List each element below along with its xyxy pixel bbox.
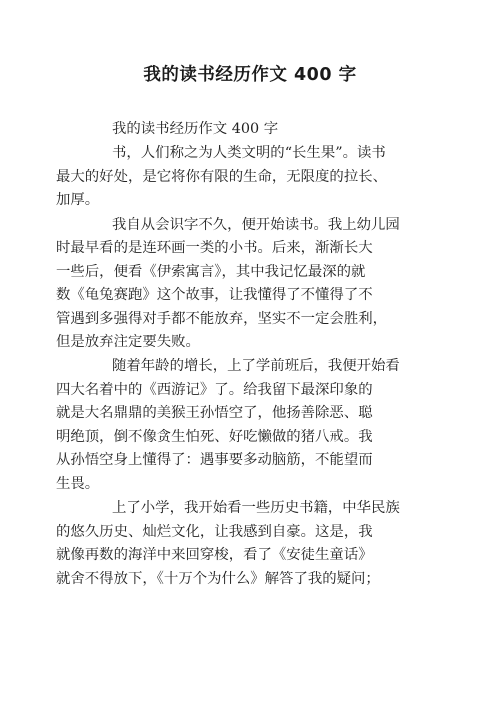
text-line: 的悠久历史、灿烂文化，让我感到自豪。这是，我 — [56, 523, 373, 540]
paragraph-subtitle — [84, 118, 422, 142]
paragraph-preschool — [56, 355, 422, 496]
text-line: 就像再数的海洋中来回穿梭，看了《安徒生童话》 — [56, 547, 373, 564]
paragraph-primary-school — [56, 497, 422, 591]
document-title: 我的读书经历作文 400 字 — [143, 65, 357, 85]
text-line: 随着年龄的增长，上了学前班后，我便开始看 — [112, 358, 400, 375]
paragraph-intro — [56, 142, 422, 213]
text-line: 从孙悟空身上懂得了：遇事要多动脑筋，不能望而 — [56, 452, 373, 469]
document-body — [56, 118, 422, 591]
text-line: 时最早看的是连环画一类的小书。后来，渐渐长大 — [56, 240, 373, 257]
text-line: 一些后，便看《伊索寓言》，其中我记忆最深的就 — [56, 263, 366, 280]
text-line: 就是大名鼎鼎的美猴王孙悟空了，他扬善除恶、聪 — [56, 405, 373, 422]
text-line: 就舍不得放下，《十万个为什么》解答了我的疑问； — [56, 570, 380, 587]
text-line: 明绝顶，倒不像贪生怕死、好吃懒做的猪八戒。我 — [56, 428, 373, 445]
text-line: 上了小学，我开始看一些历史书籍，中华民族 — [112, 500, 400, 517]
text-line: 加厚。 — [56, 192, 100, 209]
text-line: 最大的好处，是它将你有限的生命，无限度的拉长、 — [56, 168, 387, 185]
text-line: 我自从会识字不久，便开始读书。我上幼儿园 — [112, 216, 400, 233]
text-line: 数《龟兔赛跑》这个故事，让我懂得了不懂得了不 — [56, 287, 373, 304]
text-line: 但是放弃注定要失败。 — [56, 334, 200, 351]
text-line: 四大名着中的《西游记》了。给我留下最深印象的 — [56, 381, 373, 398]
text-line: 我的读书经历作文 400 字 — [112, 121, 279, 137]
text-line: 生畏。 — [56, 475, 100, 492]
text-line: 书，人们称之为人类文明的“长生果”。读书 — [112, 145, 386, 162]
text-line: 管遇到多强得对手都不能放弃，坚实不一定会胜利， — [56, 310, 387, 327]
paragraph-kindergarten — [56, 214, 422, 355]
